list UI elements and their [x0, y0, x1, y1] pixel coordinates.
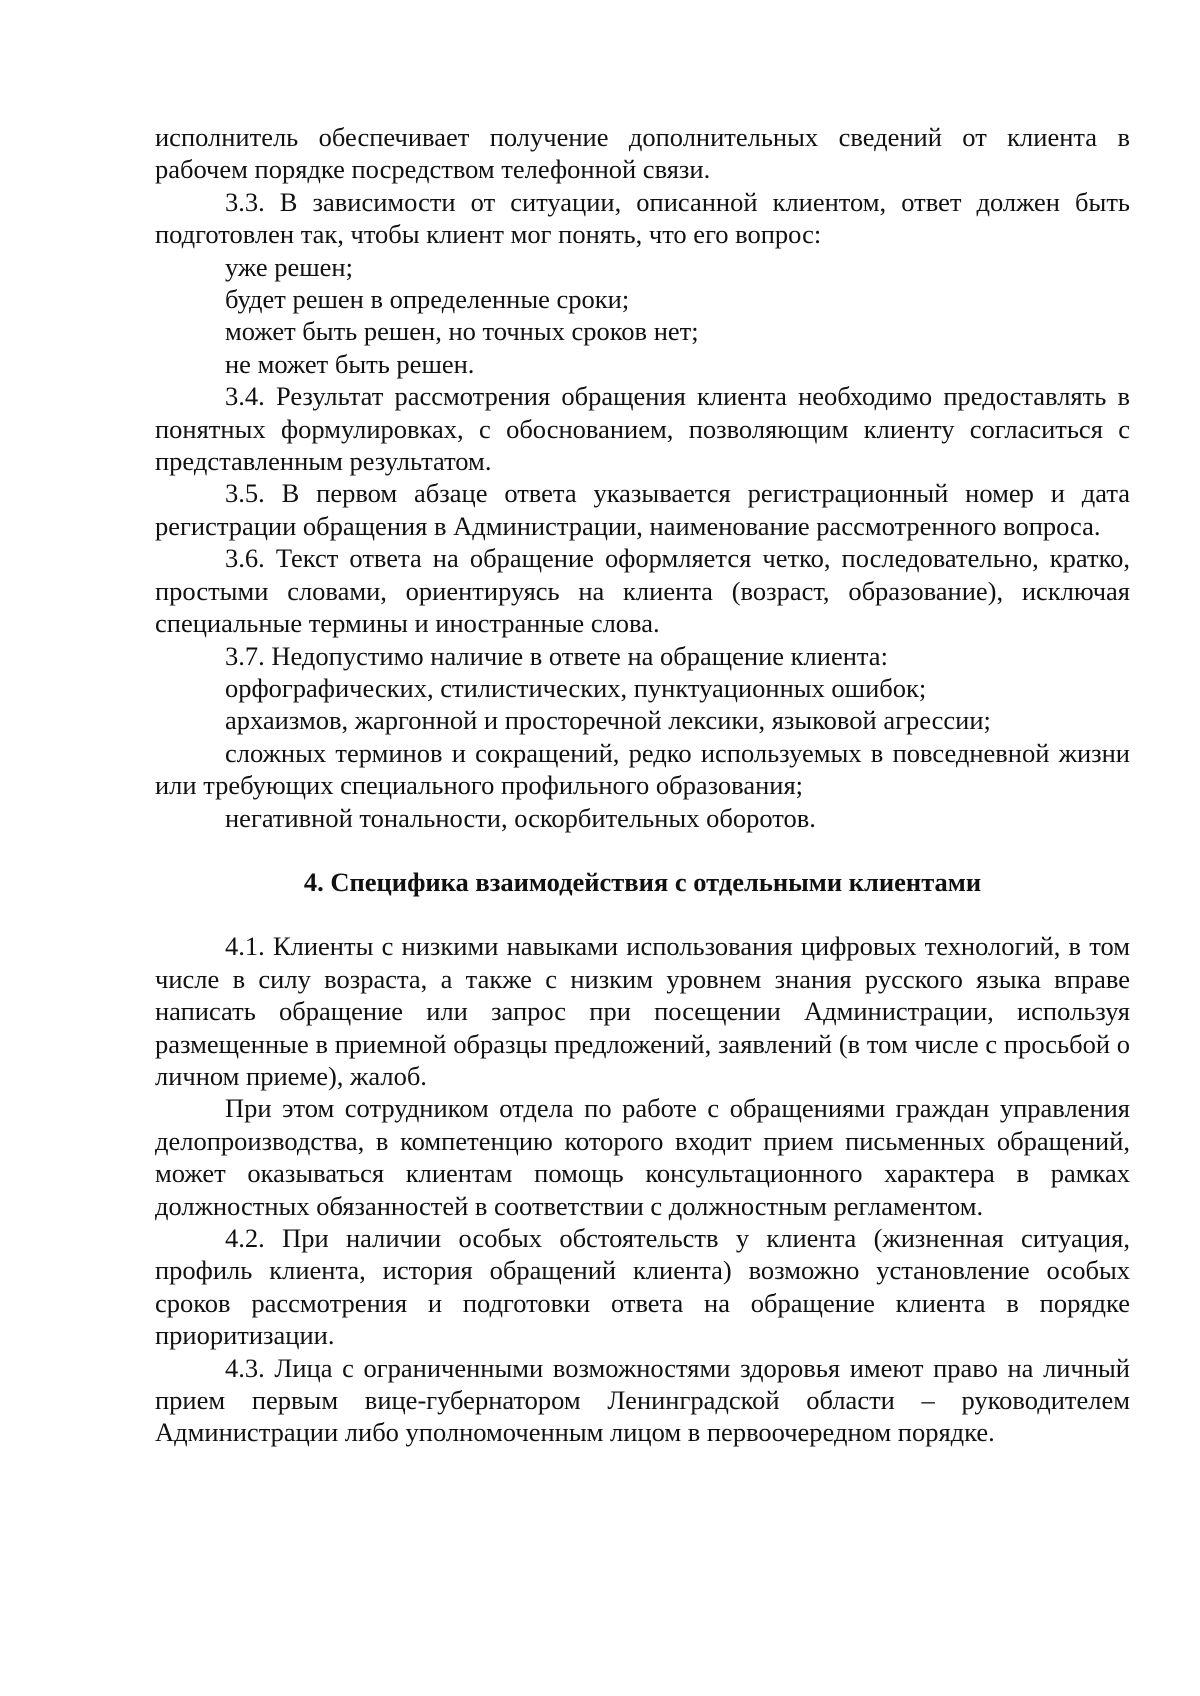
paragraph-4-2: 4.2. При наличии особых обстоятельств у клиента (жизненная ситуация, профиль клиента, история обращений клиента) возможно установление особых сроков рассмотрения и подготовки ответа на обращение клиента в порядке приоритизации. [155, 1223, 1130, 1351]
list-item-3-3-2: будет решен в определенные сроки; [225, 284, 630, 315]
paragraph-3-7: 3.7. Недопустимо наличие в ответе на обращение клиента: [225, 640, 888, 671]
paragraph-3-5: 3.5. В первом абзаце ответа указывается регистрационный номер и дата регистрации обращения в Администрации, наименование рассмотренного вопроса. [155, 478, 1130, 541]
list-item-3-3-4: не может быть решен. [225, 348, 475, 379]
paragraph-4-1: 4.1. Клиенты с низкими навыками использования цифровых технологий, в том числе в силу возраста, а также с низким уровнем знания русского языка вправе написать обращение или запрос при посещении Администрации, используя размещенные в приемной образцы предложений, заявлений (в том числе с просьбой о личном приеме), жалоб. [155, 931, 1130, 1091]
paragraph-3-6: 3.6. Текст ответа на обращение оформляется четко, последовательно, кратко, простыми словами, ориентируясь на клиента (возраст, образование), исключая специальные термины и иностранные слова. [155, 543, 1130, 639]
section-heading-4: 4. Специфика взаимодействия с отдельными клиентами [303, 866, 982, 897]
list-item-3-3-3: может быть решен, но точных сроков нет; [225, 316, 699, 347]
paragraph-3-3: 3.3. В зависимости от ситуации, описанной клиентом, ответ должен быть подготовлен так, чтобы клиент мог понять, что его вопрос: [155, 186, 1130, 250]
list-item-3-7-3: сложных терминов и сокращений, редко используемых в повседневной жизни или требующих специального профильного образования; [155, 737, 1130, 801]
list-item-3-3-1: уже решен; [225, 251, 353, 282]
list-item-3-7-4: негативной тональности, оскорбительных оборотов. [225, 802, 816, 833]
list-item-3-7-2: архаизмов, жаргонной и просторечной лексики, языковой агрессии; [225, 705, 991, 736]
paragraph-3-4: 3.4. Результат рассмотрения обращения клиента необходимо предоставлять в понятных формулировках, с обоснованием, позволяющим клиенту согласиться с представленным результатом. [155, 381, 1130, 477]
document-body [155, 121, 1130, 1449]
paragraph-4-1-b: При этом сотрудником отдела по работе с обращениями граждан управления делопроизводства, в компетенцию которого входит прием письменных обращений, может оказываться клиентам помощь консультационного характера в рамках должностных обязанностей в соответствии с должностным регламентом. [155, 1093, 1130, 1221]
paragraph-continuation: исполнитель обеспечивает получение дополнительных сведений от клиента в рабочем порядке посредством телефонной связи. [155, 122, 1130, 185]
list-item-3-7-1: орфографических, стилистических, пунктуационных ошибок; [225, 672, 927, 703]
paragraph-4-3: 4.3. Лица с ограниченными возможностями здоровья имеют право на личный прием первым вице-губернатором Ленинградской области – руководителем Администрации либо уполномоченным лицом в первоочередном порядке. [155, 1352, 1130, 1448]
